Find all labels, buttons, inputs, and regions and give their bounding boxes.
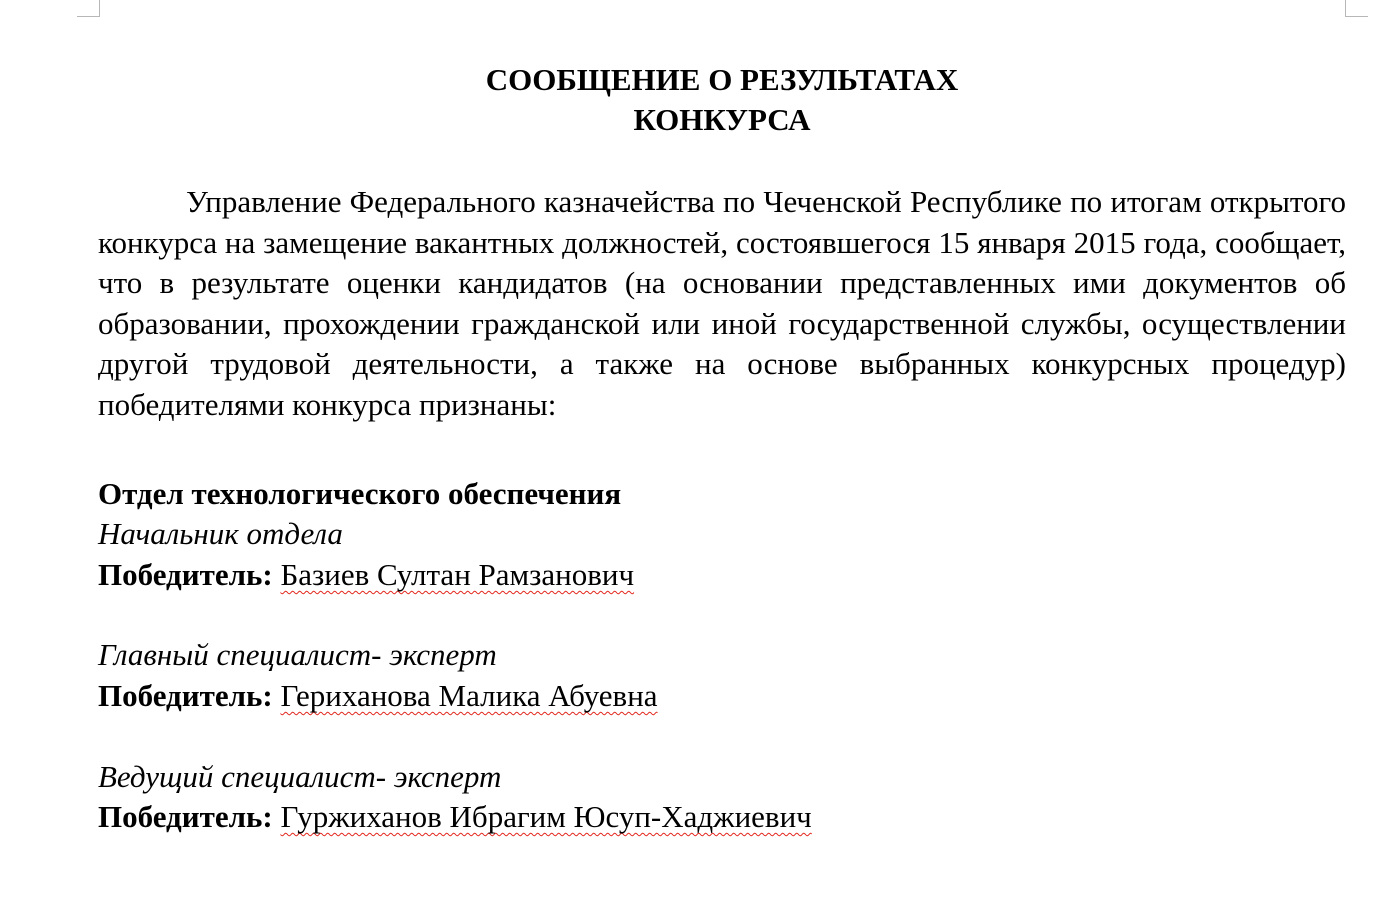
winner-row (98, 797, 1346, 838)
top-left-margin-mark (77, 0, 100, 17)
winner-label: Победитель: (98, 677, 273, 713)
intro-paragraph: Управление Федерального казначейства по Чеченской Республике по итогам открытого конкурса на замещение вакантных должностей, состоявшегося 15 января 2015 года, сообщает, что в результате оценки кандидатов (на основании представленных ими документов об образовании, прохождении гражданской или иной государственной службы, осуществлении другой трудовой деятельности, а также на основе выбранных конкурсных процедур) победителями конкурса признаны: (98, 184, 1346, 422)
position-title: Ведущий специалист- эксперт (98, 758, 502, 794)
position-block-chief-specialist (98, 635, 1346, 716)
winner-name: Базиев Султан Рамзанович (280, 556, 635, 592)
department-heading: Отдел технологического обеспечения (98, 475, 622, 511)
document-body[interactable] (98, 60, 1346, 838)
winner-label: Победитель: (98, 799, 273, 835)
winner-label: Победитель: (98, 556, 273, 592)
top-right-margin-mark (1345, 0, 1368, 17)
title-line-1: СООБЩЕНИЕ О РЕЗУЛЬТАТАХ (485, 62, 959, 97)
winner-row (98, 676, 1346, 717)
position-block-leading-specialist (98, 757, 1346, 838)
position-title: Начальник отдела (98, 516, 343, 552)
winner-row (98, 555, 1346, 596)
winner-name: Гуржиханов Ибрагим Юсуп-Хаджиевич (280, 799, 812, 835)
position-block-head (98, 514, 1346, 595)
title-line-2: КОНКУРСА (633, 102, 811, 137)
position-title: Главный специалист- эксперт (98, 637, 497, 673)
document-title (98, 60, 1346, 140)
winner-name: Гериханова Малика Абуевна (280, 677, 658, 713)
